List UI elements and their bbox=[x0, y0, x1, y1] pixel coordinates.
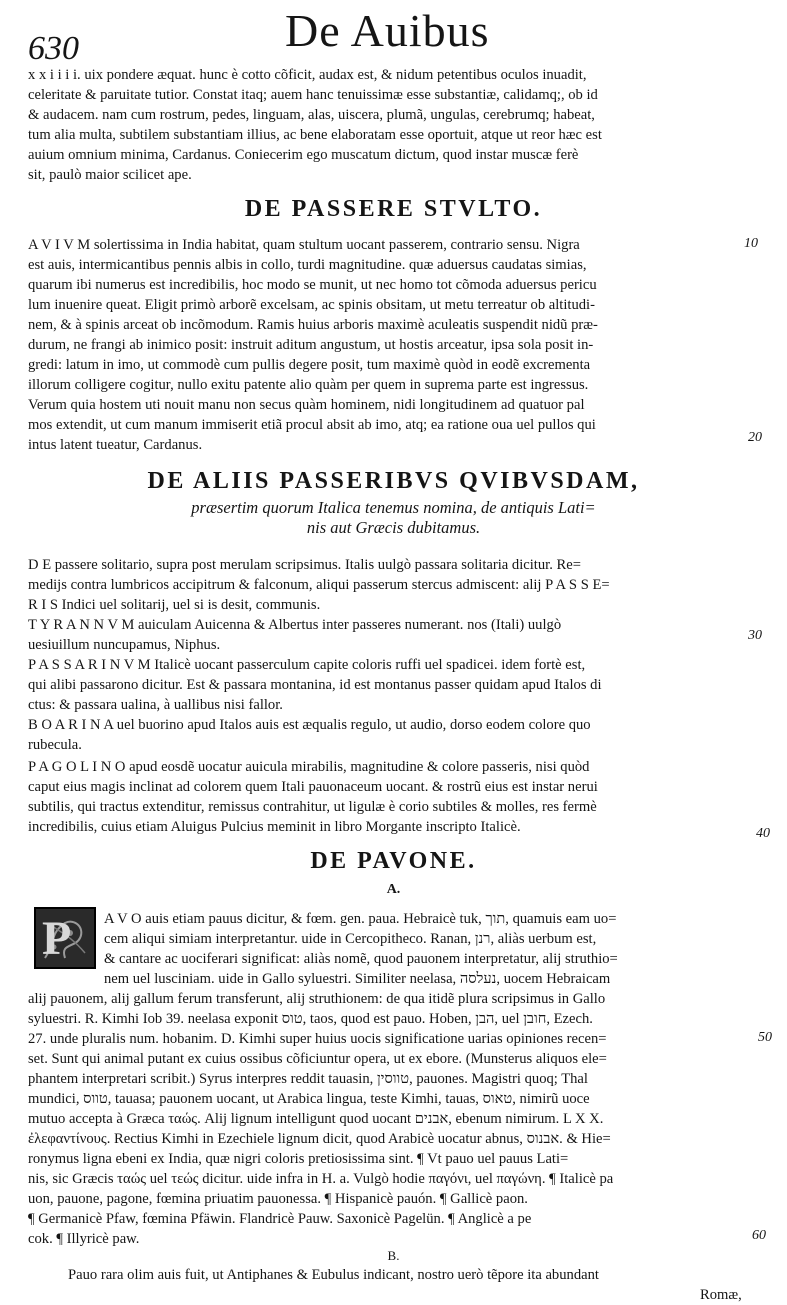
margin-line-number: 40 bbox=[756, 826, 770, 841]
initial-letter: P bbox=[42, 912, 72, 965]
text-line: alij pauonem, alij gallum ferum transferunt, alij struthionem: de qua itidẽ plura scripsimus in Gallo bbox=[28, 991, 606, 1007]
margin-line-number: 10 bbox=[744, 236, 758, 251]
text-line: ctus: & passara ualina, à uallibus nisi fallor. bbox=[28, 697, 283, 713]
text-line: tum alia multa, subtilem substantiam illius, ac bene elaboratam esse oportuit, atque ut reor hæc est bbox=[28, 127, 602, 143]
section-heading: DE PAVONE. bbox=[310, 848, 477, 874]
text-line: phantem interpretari scribit.) Syrus interpres reddit tauasin, טווסין, pauones. Magistri quoq; Thal bbox=[28, 1071, 588, 1087]
text-line: mutuo accepta à Græca ταώς. Alij lignum intelligunt quod uocant אבנים, ebenum nimirum. L X X. bbox=[28, 1111, 604, 1127]
text-line: incredibilis, cuius etiam Aluigus Pulcius meminit in libro Morgante inscripto Italicè. bbox=[28, 819, 521, 835]
page-number: 630 bbox=[28, 30, 79, 67]
running-title: De Auibus bbox=[285, 5, 490, 56]
text-line: 27. unde pluralis num. hobanim. D. Kimhi super huius uocis significatione uarias opiniones recen= bbox=[28, 1031, 607, 1047]
text-line: qui alibi passarono dicitur. Est & passara montanina, id est montanus passer quidam apud Italos di bbox=[28, 677, 602, 693]
text-line: P A G O L I N O apud eosdẽ uocatur auicula mirabilis, magnitudine & colore passeris, nisi quòd bbox=[28, 759, 590, 775]
text-line: intus latent tueatur, Cardanus. bbox=[28, 437, 203, 453]
text-line: medijs contra lumbricos accipitrum & falconum, aliqui passerum stercus admiscent: alij P A S S E= bbox=[28, 577, 610, 593]
section-heading: DE PASSERE STVLTO. bbox=[244, 196, 543, 222]
text-line: Verum quia hostem uti nouit manu non secus quàm hominem, nidi longitudinem ad quatuor pal bbox=[28, 397, 585, 413]
text-line: est auis, intermicantibus pennis albis in collo, turdi magnitudine. quæ aduersus caudatas simias, bbox=[28, 257, 587, 273]
text-line: subtilis, qui tractus extenditur, remissus contrahitur, ut ligulæ è corio subtiles & molles, res fermè bbox=[28, 799, 597, 815]
section-marker: B. bbox=[387, 1248, 400, 1263]
text-line: lum inuenire queat. Eligit primò arborẽ excelsam, ac spinis obsitam, ut metu terreatur ob altitudi- bbox=[28, 297, 595, 313]
text-line: rubecula. bbox=[28, 737, 82, 753]
text-line: Romæ, bbox=[700, 1287, 742, 1303]
text-line: x x i i i i. uix pondere æquat. hunc è cotto cõficit, audax est, & nidum petentibus oculos inuadit, bbox=[28, 67, 587, 83]
section-subheading: nis aut Græcis dubitamus. bbox=[306, 518, 481, 537]
text-line: set. Sunt qui animal putant ex cuius ossibus cõficiuntur opera, ut ex ebore. (Munsterus aliquos ele= bbox=[28, 1051, 607, 1067]
text-line: B O A R I N A uel buorino apud Italos auis est æqualis regulo, ut audio, dorso eodem colore quo bbox=[28, 717, 591, 733]
text-line: A V I V M solertissima in India habitat, quam stultum uocant passerem, contrario sensu. Nigra bbox=[28, 237, 580, 253]
text-line: cok. ¶ Illyricè paw. bbox=[28, 1231, 140, 1247]
text-line: auium omnium minima, Cardanus. Coniecerim ego muscatum dictum, quod instar muscæ ferè bbox=[28, 147, 579, 163]
text-line: ronymus ligna ebeni ex India, quæ nigri coloris pretiosissima sint. ¶ Vt pauo uel pauus Lati= bbox=[28, 1151, 569, 1167]
text-line: ¶ Germanicè Pfaw, fœmina Pfäwin. Flandricè Pauw. Saxonicè Pagelün. ¶ Anglicè a pe bbox=[28, 1211, 532, 1227]
section-subheading: præsertim quorum Italica tenemus nomina, de antiquis Lati= bbox=[191, 498, 596, 517]
text-line: R I S Indici uel solitarij, uel si is desit, communis. bbox=[28, 597, 321, 613]
section-marker: A. bbox=[386, 882, 401, 897]
text-line: caput eius magis inclinat ad colorem quem Itali pauonaceum uocant. & rostrũ eius est instar nerui bbox=[28, 779, 598, 795]
text-line: durum, ne frangi ab inimico posit: instruit aditum angustum, ut hostis arceatur, ipsa sola posit in- bbox=[28, 337, 594, 353]
text-line: mos extendit, ut cum manum immiserit etiã procul absit ab imo, atq; ea ratione oua uel pullos qui bbox=[28, 417, 596, 433]
margin-line-number: 30 bbox=[748, 628, 762, 643]
text-line: D E passere solitario, supra post merulam scripsimus. Italis uulgò passara solitaria dicitur. Re= bbox=[28, 557, 581, 573]
margin-line-number: 60 bbox=[752, 1228, 766, 1243]
text-line: syluestri. R. Kimhi Iob 39. neelasa exponit טוס, taos, quod est pauo. Hoben, הבן, uel חובן, Ezech. bbox=[28, 1011, 593, 1027]
decorated-initial bbox=[34, 907, 96, 969]
text-line: P A S S A R I N V M Italicè uocant passerculum capite coloris ruffi uel spadicei. idem fortè est, bbox=[28, 657, 586, 673]
text-line: nem uel lusciniam. uide in Gallo syluestri. Similiter neelasa, נעלסה, uocem Hebraicam bbox=[104, 971, 611, 987]
text-line: uesiuillum nuncupamus, Niphus. bbox=[28, 637, 221, 653]
text-line: cem aliqui simiam interpretantur. uide in Cercopitheco. Ranan, רנן, aliàs uerbum est, bbox=[104, 931, 597, 947]
text-line: nis, sic Græcis ταώς uel τεώς dicitur. uide infra in H. a. Vulgò hodie παγόνι, uel παγώνη. ¶ Italicè pa bbox=[28, 1171, 614, 1187]
text-line: gredi: latum in imo, ut commodè cum pullis degere posit, tum maximè quòd in eodẽ excrementa bbox=[28, 357, 591, 373]
text-line: illorum colligere cogitur, nullo exitu patente alio quàm per quem in suprema parte est ingressus. bbox=[28, 377, 589, 393]
text-line: celeritate & paruitate tutior. Constat itaq; auem hanc tenuissimæ esse substantiæ, calidamq;, ob id bbox=[28, 87, 598, 103]
section-heading: DE ALIIS PASSERIBVS QVIBVSDAM, bbox=[147, 468, 640, 494]
text-line: & audacem. nam cum rostrum, pedes, linguam, alas, uiscera, plumã, ungulas, cerebrumq; habeat, bbox=[28, 107, 595, 123]
text-line: Pauo rara olim auis fuit, ut Antiphanes & Eubulus indicant, nostro uerò tẽpore ita abundant bbox=[68, 1267, 599, 1283]
text-line: quarum ibi numerus est incredibilis, hoc modo se munit, ut nec homo tot cõmoda aduersus pericu bbox=[28, 277, 597, 293]
text-line: mundici, טווס, tauasa; pauonem uocant, ut Arabica lingua, teste Kimhi, tauas, טאוס, nimirũ uoce bbox=[28, 1091, 590, 1107]
text-line: ἐλεφαντίνους. Rectius Kimhi in Ezechiele lignum dicit, quod Arabicè uocatur abnus, אבנוס. & Hie= bbox=[28, 1131, 611, 1147]
margin-line-number: 50 bbox=[758, 1030, 772, 1045]
text-line: nem, & à spinis arceat ob incõmodum. Ramis huius arboris maximè aculeatis suspendit nidũ præ- bbox=[28, 317, 598, 333]
text-line: T Y R A N N V M auiculam Auicenna & Albertus inter passeres numerant. nos (Itali) uulgò bbox=[28, 617, 562, 633]
text-line: & cantare ac uociferari significat: aliàs nomẽ, quod pauonem interpretatur, alij struthio= bbox=[104, 951, 618, 967]
margin-line-number: 20 bbox=[748, 430, 762, 445]
text-line: A V O auis etiam pauus dicitur, & fœm. gen. paua. Hebraicè tuk, תוך, quamuis eam uo= bbox=[104, 911, 617, 927]
text-line: uon, pauone, pagone, fœmina priuatim pauonessa. ¶ Hispanicè pauón. ¶ Gallicè paon. bbox=[28, 1191, 528, 1207]
text-line: sit, paulò maior scilicet ape. bbox=[28, 167, 192, 183]
